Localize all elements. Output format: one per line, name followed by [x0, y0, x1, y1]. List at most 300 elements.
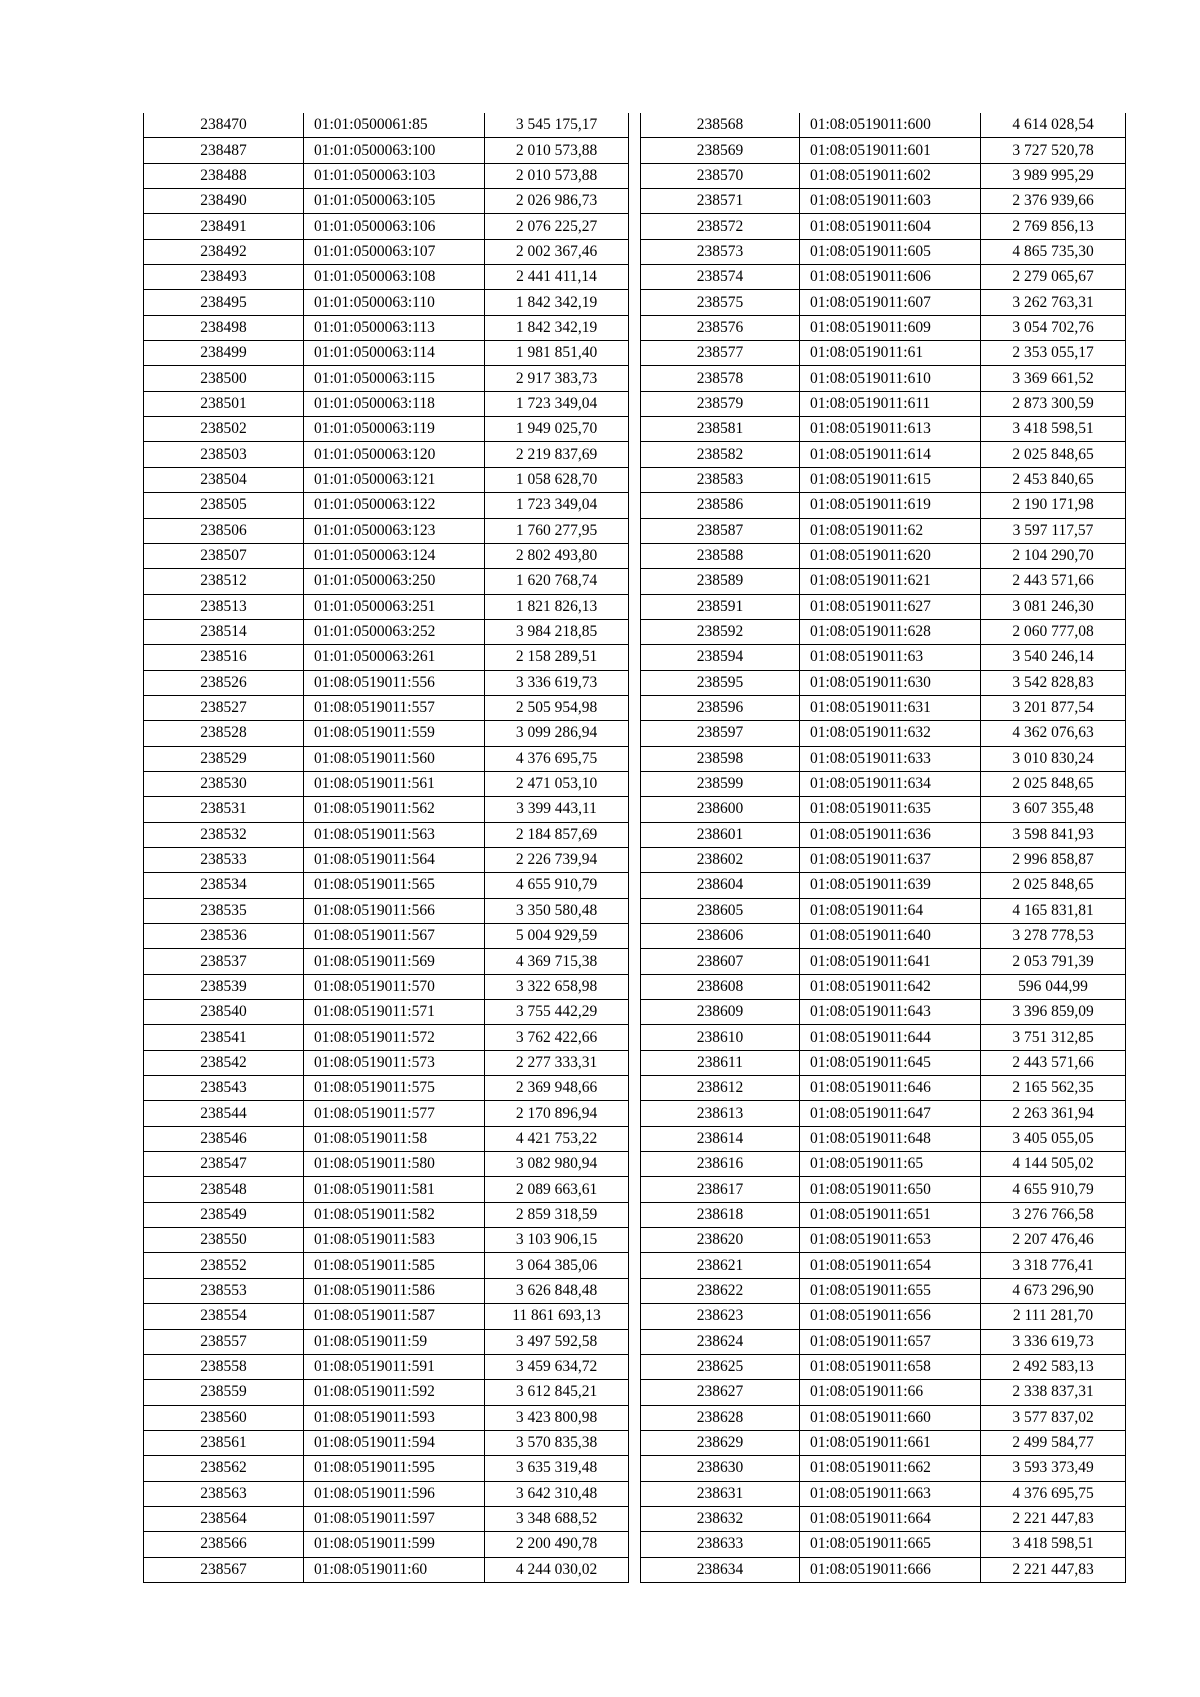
record-id-cell: 238586: [641, 493, 800, 518]
record-id-cell: 238549: [144, 1202, 304, 1227]
value-cell: 2 353 055,17: [981, 341, 1126, 366]
value-cell: 596 044,99: [981, 974, 1126, 999]
record-id-cell: 238531: [144, 797, 304, 822]
table-row: [144, 239, 629, 264]
record-id-cell: 238581: [641, 417, 800, 442]
cadastral-number-cell: 01:08:0519011:650: [800, 1177, 981, 1202]
record-id-cell: 238528: [144, 721, 304, 746]
value-cell: 3 099 286,94: [485, 721, 629, 746]
value-cell: 2 279 065,67: [981, 265, 1126, 290]
table-row: [641, 1380, 1126, 1405]
cadastral-number-cell: 01:08:0519011:653: [800, 1228, 981, 1253]
value-cell: 4 376 695,75: [485, 746, 629, 771]
value-cell: 2 769 856,13: [981, 214, 1126, 239]
table-row: [144, 1076, 629, 1101]
value-cell: 3 369 661,52: [981, 366, 1126, 391]
table-row: [641, 366, 1126, 391]
cadastral-number-cell: 01:01:0500063:100: [304, 138, 485, 163]
table-row: [144, 1304, 629, 1329]
value-cell: 3 350 580,48: [485, 898, 629, 923]
table-body-left: [144, 113, 629, 1582]
cadastral-number-cell: 01:08:0519011:654: [800, 1253, 981, 1278]
table-row: [641, 1177, 1126, 1202]
table-row: [641, 442, 1126, 467]
cadastral-number-cell: 01:08:0519011:662: [800, 1456, 981, 1481]
value-cell: 3 399 443,11: [485, 797, 629, 822]
record-id-cell: 238579: [641, 391, 800, 416]
table-row: [641, 1253, 1126, 1278]
record-id-cell: 238573: [641, 239, 800, 264]
table-row: [144, 467, 629, 492]
table-row: [144, 822, 629, 847]
value-cell: 1 842 342,19: [485, 315, 629, 340]
record-id-cell: 238611: [641, 1050, 800, 1075]
value-cell: 3 762 422,66: [485, 1025, 629, 1050]
value-cell: 3 607 355,48: [981, 797, 1126, 822]
record-id-cell: 238526: [144, 670, 304, 695]
cadastral-number-cell: 01:01:0500063:113: [304, 315, 485, 340]
table-row: [144, 1000, 629, 1025]
table-row: [144, 695, 629, 720]
cadastral-number-cell: 01:08:0519011:610: [800, 366, 981, 391]
value-cell: 3 635 319,48: [485, 1456, 629, 1481]
cadastral-number-cell: 01:08:0519011:619: [800, 493, 981, 518]
cadastral-number-cell: 01:01:0500063:261: [304, 645, 485, 670]
value-cell: 3 755 442,29: [485, 1000, 629, 1025]
cadastral-number-cell: 01:08:0519011:559: [304, 721, 485, 746]
cadastral-number-cell: 01:08:0519011:597: [304, 1506, 485, 1531]
table-row: [641, 1025, 1126, 1050]
value-cell: 4 165 831,81: [981, 898, 1126, 923]
record-id-cell: 238577: [641, 341, 800, 366]
table-row: [641, 239, 1126, 264]
value-cell: 3 545 175,17: [485, 113, 629, 138]
table-row: [144, 898, 629, 923]
cadastral-number-cell: 01:08:0519011:66: [800, 1380, 981, 1405]
value-cell: 2 492 583,13: [981, 1354, 1126, 1379]
cadastral-number-cell: 01:08:0519011:569: [304, 949, 485, 974]
record-id-cell: 238507: [144, 543, 304, 568]
value-cell: 2 441 411,14: [485, 265, 629, 290]
record-id-cell: 238499: [144, 341, 304, 366]
cadastral-number-cell: 01:01:0500063:103: [304, 163, 485, 188]
cadastral-number-cell: 01:08:0519011:646: [800, 1076, 981, 1101]
record-id-cell: 238591: [641, 594, 800, 619]
value-cell: 3 262 763,31: [981, 290, 1126, 315]
table-row: [144, 1025, 629, 1050]
table-row: [144, 1329, 629, 1354]
value-cell: 11 861 693,13: [485, 1304, 629, 1329]
value-cell: 1 821 826,13: [485, 594, 629, 619]
cadastral-number-cell: 01:08:0519011:595: [304, 1456, 485, 1481]
cadastral-number-cell: 01:01:0500063:119: [304, 417, 485, 442]
value-cell: 4 614 028,54: [981, 113, 1126, 138]
table-row: [641, 467, 1126, 492]
record-id-cell: 238502: [144, 417, 304, 442]
record-id-cell: 238532: [144, 822, 304, 847]
value-cell: 3 577 837,02: [981, 1405, 1126, 1430]
record-id-cell: 238598: [641, 746, 800, 771]
table-row: [641, 1152, 1126, 1177]
record-id-cell: 238597: [641, 721, 800, 746]
table-row: [641, 1126, 1126, 1151]
value-cell: 3 405 055,05: [981, 1126, 1126, 1151]
value-cell: 2 010 573,88: [485, 138, 629, 163]
table-row: [144, 847, 629, 872]
cadastral-number-cell: 01:08:0519011:648: [800, 1126, 981, 1151]
record-id-cell: 238574: [641, 265, 800, 290]
cadastral-number-cell: 01:08:0519011:634: [800, 771, 981, 796]
table-row: [641, 1481, 1126, 1506]
table-row: [144, 1354, 629, 1379]
record-id-cell: 238600: [641, 797, 800, 822]
record-id-cell: 238547: [144, 1152, 304, 1177]
cadastral-number-cell: 01:08:0519011:583: [304, 1228, 485, 1253]
table-row: [144, 670, 629, 695]
table-row: [144, 721, 629, 746]
cadastral-number-cell: 01:08:0519011:60: [304, 1557, 485, 1582]
table-row: [641, 1228, 1126, 1253]
table-row: [144, 1430, 629, 1455]
cadastral-number-cell: 01:08:0519011:567: [304, 924, 485, 949]
table-row: [641, 214, 1126, 239]
record-id-cell: 238513: [144, 594, 304, 619]
cadastral-number-cell: 01:08:0519011:628: [800, 619, 981, 644]
value-cell: 3 423 800,98: [485, 1405, 629, 1430]
cadastral-number-cell: 01:08:0519011:562: [304, 797, 485, 822]
table-row: [641, 518, 1126, 543]
cadastral-number-cell: 01:08:0519011:641: [800, 949, 981, 974]
cadastral-number-cell: 01:08:0519011:564: [304, 847, 485, 872]
cadastral-number-cell: 01:08:0519011:661: [800, 1430, 981, 1455]
value-cell: 1 723 349,04: [485, 391, 629, 416]
cadastral-number-cell: 01:08:0519011:632: [800, 721, 981, 746]
cadastral-number-cell: 01:08:0519011:565: [304, 873, 485, 898]
record-id-cell: 238470: [144, 113, 304, 138]
value-cell: 2 221 447,83: [981, 1506, 1126, 1531]
value-cell: 4 655 910,79: [981, 1177, 1126, 1202]
record-id-cell: 238609: [641, 1000, 800, 1025]
record-id-cell: 238554: [144, 1304, 304, 1329]
value-cell: 3 598 841,93: [981, 822, 1126, 847]
record-id-cell: 238527: [144, 695, 304, 720]
cadastral-number-cell: 01:01:0500063:115: [304, 366, 485, 391]
value-cell: 4 369 715,38: [485, 949, 629, 974]
value-cell: 5 004 929,59: [485, 924, 629, 949]
value-cell: 3 348 688,52: [485, 1506, 629, 1531]
record-id-cell: 238634: [641, 1557, 800, 1582]
cadastral-number-cell: 01:01:0500063:123: [304, 518, 485, 543]
value-cell: 1 620 768,74: [485, 569, 629, 594]
table-row: [641, 1506, 1126, 1531]
record-id-cell: 238624: [641, 1329, 800, 1354]
record-id-cell: 238536: [144, 924, 304, 949]
table-row: [144, 949, 629, 974]
table-row: [144, 1506, 629, 1531]
record-id-cell: 238576: [641, 315, 800, 340]
table-row: [641, 1050, 1126, 1075]
cadastral-number-cell: 01:08:0519011:59: [304, 1329, 485, 1354]
record-id-cell: 238606: [641, 924, 800, 949]
cadastral-number-cell: 01:01:0500063:110: [304, 290, 485, 315]
record-id-cell: 238493: [144, 265, 304, 290]
record-id-cell: 238534: [144, 873, 304, 898]
table-row: [641, 1405, 1126, 1430]
table-row: [144, 417, 629, 442]
table-row: [641, 1000, 1126, 1025]
record-id-cell: 238540: [144, 1000, 304, 1025]
table-row: [641, 1101, 1126, 1126]
table-row: [144, 1152, 629, 1177]
value-cell: 4 376 695,75: [981, 1481, 1126, 1506]
value-cell: 2 376 939,66: [981, 189, 1126, 214]
value-cell: 3 081 246,30: [981, 594, 1126, 619]
value-cell: 4 655 910,79: [485, 873, 629, 898]
cadastral-number-cell: 01:01:0500063:120: [304, 442, 485, 467]
table-row: [144, 924, 629, 949]
value-cell: 1 949 025,70: [485, 417, 629, 442]
value-cell: 3 593 373,49: [981, 1456, 1126, 1481]
table-row: [641, 873, 1126, 898]
table-row: [144, 1481, 629, 1506]
record-id-cell: 238589: [641, 569, 800, 594]
cadastral-number-cell: 01:08:0519011:644: [800, 1025, 981, 1050]
table-row: [144, 974, 629, 999]
table-row: [144, 290, 629, 315]
record-id-cell: 238561: [144, 1430, 304, 1455]
cadastral-number-cell: 01:08:0519011:665: [800, 1532, 981, 1557]
value-cell: 2 263 361,94: [981, 1101, 1126, 1126]
cadastral-number-cell: 01:08:0519011:596: [304, 1481, 485, 1506]
table-row: [144, 113, 629, 138]
value-cell: 2 207 476,46: [981, 1228, 1126, 1253]
cadastral-number-cell: 01:01:0500063:114: [304, 341, 485, 366]
record-id-cell: 238631: [641, 1481, 800, 1506]
cadastral-number-cell: 01:08:0519011:599: [304, 1532, 485, 1557]
cadastral-number-cell: 01:08:0519011:658: [800, 1354, 981, 1379]
value-cell: 4 244 030,02: [485, 1557, 629, 1582]
cadastral-table-left: [143, 113, 629, 1583]
record-id-cell: 238587: [641, 518, 800, 543]
cadastral-number-cell: 01:08:0519011:614: [800, 442, 981, 467]
value-cell: 2 443 571,66: [981, 1050, 1126, 1075]
table-row: [144, 1126, 629, 1151]
value-cell: 3 054 702,76: [981, 315, 1126, 340]
record-id-cell: 238608: [641, 974, 800, 999]
cadastral-number-cell: 01:08:0519011:609: [800, 315, 981, 340]
cadastral-number-cell: 01:08:0519011:61: [800, 341, 981, 366]
table-row: [144, 163, 629, 188]
table-row: [641, 113, 1126, 138]
value-cell: 3 612 845,21: [485, 1380, 629, 1405]
record-id-cell: 238618: [641, 1202, 800, 1227]
cadastral-number-cell: 01:01:0500063:251: [304, 594, 485, 619]
table-row: [144, 619, 629, 644]
table-row: [641, 341, 1126, 366]
record-id-cell: 238500: [144, 366, 304, 391]
record-id-cell: 238605: [641, 898, 800, 923]
record-id-cell: 238630: [641, 1456, 800, 1481]
value-cell: 2 025 848,65: [981, 442, 1126, 467]
cadastral-number-cell: 01:08:0519011:664: [800, 1506, 981, 1531]
cadastral-number-cell: 01:08:0519011:602: [800, 163, 981, 188]
cadastral-number-cell: 01:01:0500063:106: [304, 214, 485, 239]
table-row: [641, 1329, 1126, 1354]
table-row: [641, 1076, 1126, 1101]
table-row: [144, 1278, 629, 1303]
record-id-cell: 238505: [144, 493, 304, 518]
record-id-cell: 238563: [144, 1481, 304, 1506]
record-id-cell: 238514: [144, 619, 304, 644]
value-cell: 2 089 663,61: [485, 1177, 629, 1202]
record-id-cell: 238541: [144, 1025, 304, 1050]
value-cell: 3 396 859,09: [981, 1000, 1126, 1025]
table-row: [144, 315, 629, 340]
value-cell: 3 201 877,54: [981, 695, 1126, 720]
cadastral-number-cell: 01:08:0519011:592: [304, 1380, 485, 1405]
cadastral-number-cell: 01:08:0519011:631: [800, 695, 981, 720]
record-id-cell: 238559: [144, 1380, 304, 1405]
cadastral-number-cell: 01:08:0519011:575: [304, 1076, 485, 1101]
record-id-cell: 238539: [144, 974, 304, 999]
cadastral-number-cell: 01:08:0519011:566: [304, 898, 485, 923]
record-id-cell: 238575: [641, 290, 800, 315]
value-cell: 3 276 766,58: [981, 1202, 1126, 1227]
table-row: [144, 341, 629, 366]
value-cell: 1 981 851,40: [485, 341, 629, 366]
record-id-cell: 238572: [641, 214, 800, 239]
record-id-cell: 238530: [144, 771, 304, 796]
record-id-cell: 238628: [641, 1405, 800, 1430]
value-cell: 3 642 310,48: [485, 1481, 629, 1506]
record-id-cell: 238542: [144, 1050, 304, 1075]
value-cell: 3 418 598,51: [981, 1532, 1126, 1557]
record-id-cell: 238570: [641, 163, 800, 188]
table-row: [144, 1177, 629, 1202]
value-cell: 3 570 835,38: [485, 1430, 629, 1455]
table-row: [144, 1405, 629, 1430]
record-id-cell: 238498: [144, 315, 304, 340]
cadastral-number-cell: 01:08:0519011:633: [800, 746, 981, 771]
cadastral-number-cell: 01:08:0519011:593: [304, 1405, 485, 1430]
cadastral-number-cell: 01:01:0500063:124: [304, 543, 485, 568]
cadastral-number-cell: 01:08:0519011:643: [800, 1000, 981, 1025]
table-row: [144, 1380, 629, 1405]
cadastral-number-cell: 01:08:0519011:651: [800, 1202, 981, 1227]
value-cell: 2 873 300,59: [981, 391, 1126, 416]
value-cell: 2 104 290,70: [981, 543, 1126, 568]
record-id-cell: 238622: [641, 1278, 800, 1303]
cadastral-number-cell: 01:08:0519011:560: [304, 746, 485, 771]
table-row: [641, 924, 1126, 949]
cadastral-number-cell: 01:08:0519011:580: [304, 1152, 485, 1177]
table-row: [641, 746, 1126, 771]
record-id-cell: 238537: [144, 949, 304, 974]
cadastral-number-cell: 01:08:0519011:621: [800, 569, 981, 594]
value-cell: 1 058 628,70: [485, 467, 629, 492]
record-id-cell: 238552: [144, 1253, 304, 1278]
cadastral-number-cell: 01:08:0519011:586: [304, 1278, 485, 1303]
cadastral-number-cell: 01:08:0519011:572: [304, 1025, 485, 1050]
value-cell: 2 443 571,66: [981, 569, 1126, 594]
table-row: [641, 569, 1126, 594]
value-cell: 2 158 289,51: [485, 645, 629, 670]
value-cell: 4 865 735,30: [981, 239, 1126, 264]
table-row: [641, 822, 1126, 847]
table-row: [144, 138, 629, 163]
cadastral-number-cell: 01:08:0519011:561: [304, 771, 485, 796]
table-row: [144, 265, 629, 290]
value-cell: 2 170 896,94: [485, 1101, 629, 1126]
cadastral-number-cell: 01:08:0519011:639: [800, 873, 981, 898]
cadastral-number-cell: 01:08:0519011:556: [304, 670, 485, 695]
record-id-cell: 238495: [144, 290, 304, 315]
cadastral-number-cell: 01:08:0519011:585: [304, 1253, 485, 1278]
value-cell: 2 002 367,46: [485, 239, 629, 264]
record-id-cell: 238625: [641, 1354, 800, 1379]
record-id-cell: 238503: [144, 442, 304, 467]
table-row: [144, 645, 629, 670]
cadastral-number-cell: 01:08:0519011:58: [304, 1126, 485, 1151]
table-row: [144, 1228, 629, 1253]
record-id-cell: 238613: [641, 1101, 800, 1126]
table-row: [641, 797, 1126, 822]
table-body-right: [641, 113, 1126, 1582]
record-id-cell: 238504: [144, 467, 304, 492]
record-id-cell: 238583: [641, 467, 800, 492]
record-id-cell: 238569: [641, 138, 800, 163]
table-row: [144, 366, 629, 391]
cadastral-number-cell: 01:01:0500063:108: [304, 265, 485, 290]
cadastral-number-cell: 01:08:0519011:604: [800, 214, 981, 239]
cadastral-number-cell: 01:08:0519011:573: [304, 1050, 485, 1075]
record-id-cell: 238533: [144, 847, 304, 872]
value-cell: 3 010 830,24: [981, 746, 1126, 771]
record-id-cell: 238602: [641, 847, 800, 872]
record-id-cell: 238632: [641, 1506, 800, 1531]
cadastral-number-cell: 01:08:0519011:666: [800, 1557, 981, 1582]
cadastral-number-cell: 01:08:0519011:611: [800, 391, 981, 416]
cadastral-number-cell: 01:08:0519011:607: [800, 290, 981, 315]
value-cell: 2 165 562,35: [981, 1076, 1126, 1101]
table-row: [641, 1456, 1126, 1481]
cadastral-number-cell: 01:08:0519011:663: [800, 1481, 981, 1506]
value-cell: 3 318 776,41: [981, 1253, 1126, 1278]
cadastral-number-cell: 01:08:0519011:640: [800, 924, 981, 949]
cadastral-number-cell: 01:08:0519011:62: [800, 518, 981, 543]
record-id-cell: 238623: [641, 1304, 800, 1329]
table-row: [144, 1532, 629, 1557]
record-id-cell: 238607: [641, 949, 800, 974]
value-cell: 3 497 592,58: [485, 1329, 629, 1354]
cadastral-number-cell: 01:08:0519011:601: [800, 138, 981, 163]
value-cell: 2 859 318,59: [485, 1202, 629, 1227]
table-row: [144, 391, 629, 416]
record-id-cell: 238560: [144, 1405, 304, 1430]
record-id-cell: 238490: [144, 189, 304, 214]
record-id-cell: 238501: [144, 391, 304, 416]
table-row: [641, 695, 1126, 720]
value-cell: 2 190 171,98: [981, 493, 1126, 518]
record-id-cell: 238553: [144, 1278, 304, 1303]
table-row: [144, 1101, 629, 1126]
record-id-cell: 238614: [641, 1126, 800, 1151]
value-cell: 3 418 598,51: [981, 417, 1126, 442]
cadastral-number-cell: 01:08:0519011:65: [800, 1152, 981, 1177]
table-row: [641, 1557, 1126, 1582]
value-cell: 3 751 312,85: [981, 1025, 1126, 1050]
table-row: [144, 1253, 629, 1278]
